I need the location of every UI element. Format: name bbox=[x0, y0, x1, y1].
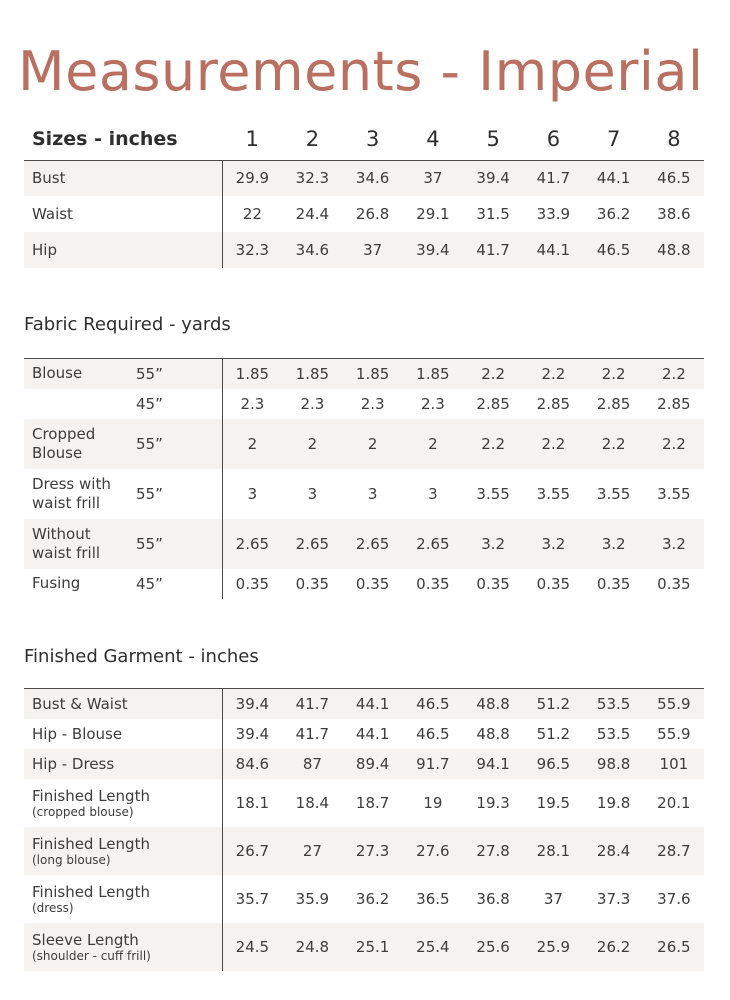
cell-value: 41.7 bbox=[523, 160, 583, 196]
cell-value: 2.2 bbox=[523, 359, 583, 389]
table-row bbox=[24, 196, 704, 232]
cell-value: 18.1 bbox=[235, 793, 270, 812]
table-row bbox=[24, 569, 704, 599]
row-label bbox=[24, 827, 222, 875]
fabric-width: 55” bbox=[136, 419, 222, 469]
cell-value: 32.3 bbox=[222, 232, 282, 268]
cell-value: 0.35 bbox=[355, 574, 390, 593]
table-row bbox=[24, 419, 704, 469]
fabric-width: 45” bbox=[136, 389, 222, 419]
row-label bbox=[24, 519, 136, 569]
cell-value: 41.7 bbox=[295, 724, 330, 743]
cell-value: 44.1 bbox=[355, 724, 390, 743]
cell-value: 24.5 bbox=[222, 923, 282, 971]
table-row bbox=[24, 689, 704, 719]
cell-value: 36.5 bbox=[416, 889, 450, 908]
cell-value: 2.2 bbox=[463, 359, 523, 389]
cell-value: 26.7 bbox=[222, 827, 282, 875]
fabric-width: 55” bbox=[136, 519, 222, 569]
cell-value: 18.7 bbox=[355, 793, 390, 812]
cell-value: 39.4 bbox=[235, 724, 270, 743]
row-label-main: Finished Length bbox=[32, 786, 150, 805]
cell-value: 2.2 bbox=[584, 419, 644, 469]
cell-value: 2.85 bbox=[596, 394, 631, 413]
row-label-main: Sleeve Length bbox=[32, 930, 139, 949]
cell-value: 2.2 bbox=[463, 419, 523, 469]
cell-value: 46.5 bbox=[584, 232, 644, 268]
table-row bbox=[24, 875, 704, 923]
cell-value: 33.9 bbox=[536, 205, 571, 223]
cell-value: 2.3 bbox=[360, 394, 385, 413]
cell-value: 44.1 bbox=[584, 160, 644, 196]
cell-value: 51.2 bbox=[523, 689, 583, 719]
fabric-table bbox=[24, 358, 704, 599]
cell-value: 89.4 bbox=[343, 749, 403, 779]
size-header: 6 bbox=[523, 118, 583, 160]
row-label-main: Finished Length bbox=[32, 834, 150, 853]
cell-value: 0.35 bbox=[596, 574, 631, 593]
size-header: 3 bbox=[343, 118, 403, 160]
size-header: 5 bbox=[463, 118, 523, 160]
size-header: 2 bbox=[282, 118, 342, 160]
cell-value: 3 bbox=[367, 484, 378, 503]
cell-value: 53.5 bbox=[584, 689, 644, 719]
cell-value: 3.55 bbox=[596, 484, 631, 503]
cell-value: 31.5 bbox=[476, 205, 510, 223]
fabric-width: 55” bbox=[136, 469, 222, 519]
cell-value: 19.3 bbox=[476, 793, 510, 812]
cell-value: 2 bbox=[282, 419, 342, 469]
cell-value: 51.2 bbox=[536, 724, 571, 743]
row-label bbox=[24, 749, 222, 779]
cell-value: 41.7 bbox=[282, 689, 342, 719]
cell-value: 2.85 bbox=[536, 394, 571, 413]
cell-value: 0.35 bbox=[476, 574, 510, 593]
cell-value: 98.8 bbox=[584, 749, 644, 779]
cell-value: 41.7 bbox=[463, 232, 523, 268]
row-label-line: Without bbox=[32, 524, 91, 543]
cell-value: 18.4 bbox=[295, 793, 330, 812]
row-label-line: waist frill bbox=[32, 543, 101, 562]
cell-value: 46.5 bbox=[403, 689, 463, 719]
cell-value: 36.2 bbox=[596, 205, 631, 223]
cell-value: 34.6 bbox=[343, 160, 403, 196]
cell-value: 2.3 bbox=[420, 394, 445, 413]
row-label: Bust bbox=[24, 160, 222, 196]
cell-value: 101 bbox=[644, 749, 704, 779]
row-label bbox=[24, 469, 136, 519]
cell-value: 20.1 bbox=[657, 793, 691, 812]
cell-value: 44.1 bbox=[523, 232, 583, 268]
table-row bbox=[24, 719, 704, 749]
cell-value: 2.85 bbox=[476, 394, 510, 413]
cell-value: 55.9 bbox=[644, 689, 704, 719]
page-title: Measurements - Imperial bbox=[18, 40, 704, 103]
cell-value: 55.9 bbox=[657, 724, 691, 743]
cell-value: 22 bbox=[242, 205, 262, 223]
fabric-section-title: Fabric Required - yards bbox=[24, 314, 231, 335]
cell-value: 37.3 bbox=[596, 889, 631, 908]
row-label: Waist bbox=[24, 196, 222, 232]
row-label bbox=[24, 419, 136, 469]
cell-value: 27.6 bbox=[403, 827, 463, 875]
table-row bbox=[24, 827, 704, 875]
table-row bbox=[24, 160, 704, 196]
size-header: 4 bbox=[403, 118, 463, 160]
row-label bbox=[24, 875, 222, 923]
cell-value: 3.55 bbox=[536, 484, 571, 503]
cell-value: 0.35 bbox=[295, 574, 330, 593]
table-row bbox=[24, 923, 704, 971]
row-label bbox=[24, 569, 136, 599]
cell-value: 25.4 bbox=[403, 923, 463, 971]
cell-value: 37 bbox=[543, 889, 563, 908]
cell-value: 1.85 bbox=[343, 359, 403, 389]
row-label-line: waist frill bbox=[32, 493, 101, 512]
cell-value: 48.8 bbox=[463, 689, 523, 719]
cell-value: 3.55 bbox=[476, 484, 510, 503]
cell-value: 3.55 bbox=[657, 484, 691, 503]
row-label bbox=[24, 389, 136, 419]
cell-value: 27 bbox=[282, 827, 342, 875]
row-label-line: Cropped bbox=[32, 424, 96, 443]
row-label-sub: (long blouse) bbox=[32, 852, 111, 867]
cell-value: 3 bbox=[247, 484, 258, 503]
cell-value: 37 bbox=[403, 160, 463, 196]
cell-value: 34.6 bbox=[282, 232, 342, 268]
row-label bbox=[24, 779, 222, 827]
row-label-main: Finished Length bbox=[32, 882, 150, 901]
row-label bbox=[24, 923, 222, 971]
cell-value: 0.35 bbox=[235, 574, 270, 593]
row-label bbox=[24, 689, 222, 719]
cell-value: 29.9 bbox=[222, 160, 282, 196]
cell-value: 26.8 bbox=[355, 205, 390, 223]
cell-value: 2 bbox=[403, 419, 463, 469]
cell-value: 2.2 bbox=[644, 359, 704, 389]
cell-value: 0.35 bbox=[657, 574, 691, 593]
row-label-line: Fusing bbox=[32, 574, 81, 592]
sizes-table bbox=[24, 118, 704, 268]
row-label-line: Blouse bbox=[32, 364, 83, 383]
cell-value: 27.8 bbox=[463, 827, 523, 875]
cell-value: 28.7 bbox=[644, 827, 704, 875]
row-label-line: Dress with bbox=[32, 474, 111, 493]
cell-value: 28.4 bbox=[584, 827, 644, 875]
row-label: Hip bbox=[24, 232, 222, 268]
cell-value: 19 bbox=[423, 793, 443, 812]
cell-value: 37.6 bbox=[657, 889, 691, 908]
cell-value: 48.8 bbox=[644, 232, 704, 268]
cell-value: 32.3 bbox=[282, 160, 342, 196]
cell-value: 36.8 bbox=[476, 889, 510, 908]
table-row bbox=[24, 469, 704, 519]
cell-value: 36.2 bbox=[355, 889, 390, 908]
cell-value: 2 bbox=[222, 419, 282, 469]
cell-value: 3.2 bbox=[523, 519, 583, 569]
cell-value: 19.5 bbox=[536, 793, 571, 812]
cell-value: 39.4 bbox=[222, 689, 282, 719]
row-label-main: Hip - Dress bbox=[32, 754, 115, 773]
cell-value: 96.5 bbox=[523, 749, 583, 779]
cell-value: 3.2 bbox=[584, 519, 644, 569]
cell-value: 2.3 bbox=[300, 394, 325, 413]
cell-value: 25.9 bbox=[523, 923, 583, 971]
cell-value: 29.1 bbox=[416, 205, 450, 223]
cell-value: 44.1 bbox=[343, 689, 403, 719]
table-row bbox=[24, 779, 704, 827]
cell-value: 27.3 bbox=[343, 827, 403, 875]
cell-value: 39.4 bbox=[463, 160, 523, 196]
cell-value: 84.6 bbox=[222, 749, 282, 779]
cell-value: 87 bbox=[282, 749, 342, 779]
cell-value: 26.5 bbox=[644, 923, 704, 971]
garment-section-title: Finished Garment - inches bbox=[24, 646, 259, 667]
cell-value: 1.85 bbox=[403, 359, 463, 389]
fabric-width: 55” bbox=[136, 359, 222, 389]
cell-value: 25.6 bbox=[463, 923, 523, 971]
cell-value: 2.2 bbox=[523, 419, 583, 469]
cell-value: 3.2 bbox=[644, 519, 704, 569]
cell-value: 2.65 bbox=[282, 519, 342, 569]
cell-value: 53.5 bbox=[596, 724, 631, 743]
size-header: 1 bbox=[222, 118, 282, 160]
cell-value: 2.3 bbox=[240, 394, 265, 413]
cell-value: 2.85 bbox=[657, 394, 691, 413]
table-row bbox=[24, 519, 704, 569]
size-header: 8 bbox=[644, 118, 704, 160]
cell-value: 91.7 bbox=[403, 749, 463, 779]
cell-value: 2.2 bbox=[644, 419, 704, 469]
row-label-sub: (dress) bbox=[32, 900, 74, 915]
table-row bbox=[24, 359, 704, 389]
table-row bbox=[24, 232, 704, 268]
row-label bbox=[24, 719, 222, 749]
cell-value: 38.6 bbox=[657, 205, 691, 223]
cell-value: 19.8 bbox=[596, 793, 631, 812]
cell-value: 3.2 bbox=[463, 519, 523, 569]
cell-value: 35.9 bbox=[295, 889, 330, 908]
row-label-sub: (cropped blouse) bbox=[32, 804, 134, 819]
row-label-main: Hip - Blouse bbox=[32, 724, 123, 743]
cell-value: 24.8 bbox=[282, 923, 342, 971]
cell-value: 2.65 bbox=[222, 519, 282, 569]
cell-value: 46.5 bbox=[416, 724, 450, 743]
cell-value: 26.2 bbox=[584, 923, 644, 971]
row-label-line: Blouse bbox=[32, 443, 83, 462]
cell-value: 2.65 bbox=[343, 519, 403, 569]
row-label-sub: (shoulder - cuff frill) bbox=[32, 948, 151, 963]
cell-value: 39.4 bbox=[403, 232, 463, 268]
sizes-header-label: Sizes - inches bbox=[24, 118, 222, 160]
table-row bbox=[24, 749, 704, 779]
garment-table bbox=[24, 688, 704, 971]
cell-value: 28.1 bbox=[523, 827, 583, 875]
cell-value: 2.2 bbox=[584, 359, 644, 389]
cell-value: 48.8 bbox=[476, 724, 510, 743]
cell-value: 1.85 bbox=[222, 359, 282, 389]
cell-value: 25.1 bbox=[343, 923, 403, 971]
row-label-main: Bust & Waist bbox=[32, 694, 128, 713]
cell-value: 0.35 bbox=[416, 574, 450, 593]
cell-value: 35.7 bbox=[235, 889, 270, 908]
cell-value: 37 bbox=[343, 232, 403, 268]
cell-value: 3 bbox=[428, 484, 438, 503]
cell-value: 2 bbox=[343, 419, 403, 469]
fabric-width: 45” bbox=[136, 569, 222, 599]
size-header: 7 bbox=[584, 118, 644, 160]
cell-value: 46.5 bbox=[644, 160, 704, 196]
cell-value: 24.4 bbox=[295, 205, 330, 223]
sizes-header-row bbox=[24, 118, 704, 160]
row-label bbox=[24, 359, 136, 389]
cell-value: 3 bbox=[307, 484, 318, 503]
cell-value: 0.35 bbox=[536, 574, 571, 593]
cell-value: 2.65 bbox=[403, 519, 463, 569]
cell-value: 94.1 bbox=[463, 749, 523, 779]
table-row bbox=[24, 389, 704, 419]
cell-value: 1.85 bbox=[282, 359, 342, 389]
